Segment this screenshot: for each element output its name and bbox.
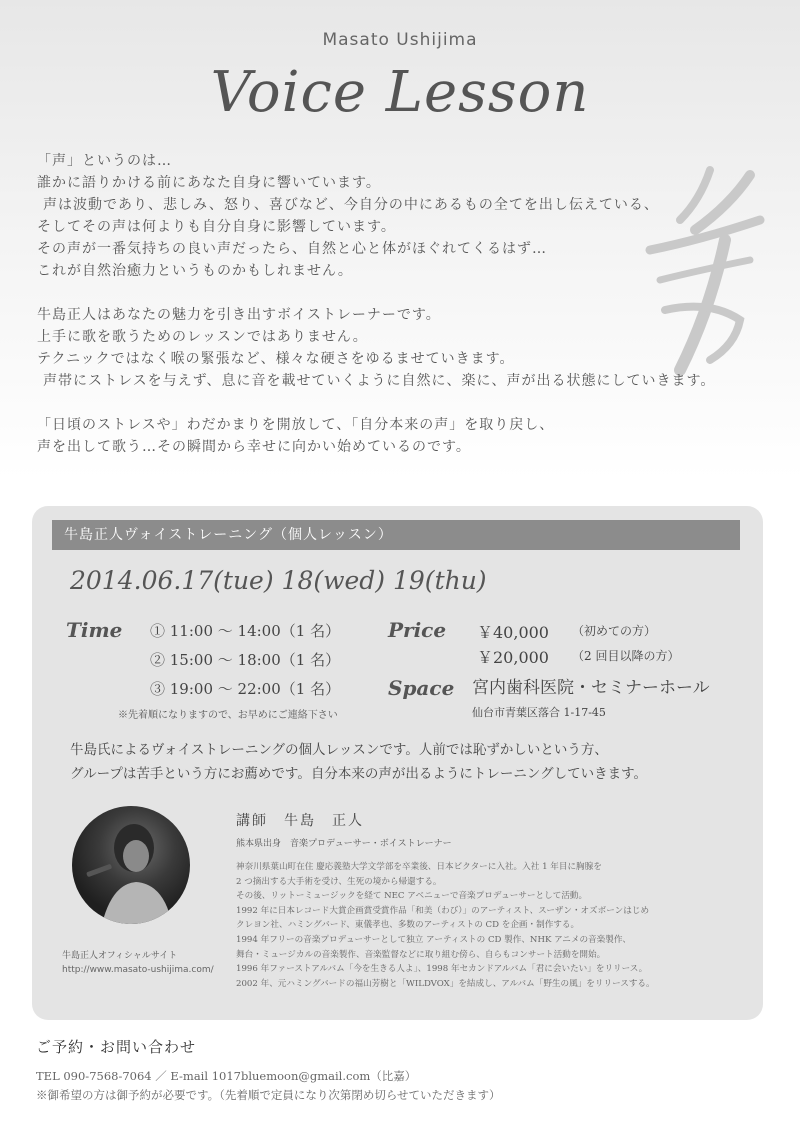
time-label: Time (66, 618, 123, 642)
intro-line: 上手に歌を歌うためのレッスンではありません。 (37, 329, 368, 345)
intro-line: 「日頃のストレスや」わだかまりを開放して、「自分本来の声」を取り戻し、 (37, 417, 555, 433)
intro-text (37, 150, 777, 458)
bio-line: 舞台・ミュージカルの音楽製作、音楽監督などに取り組む傍ら、自らもコンサート活動を開始。 (236, 949, 606, 960)
intro-line: これが自然治癒力というものかもしれません。 (37, 263, 353, 279)
price-note: （初めての方） (572, 624, 657, 638)
space-label: Space (388, 676, 455, 700)
intro-line: 声帯にストレスを与えず、息に音を載せていくように自然に、楽に、声が出る状態にしていきます。 (43, 373, 716, 389)
intro-line: 「声」というのは… (37, 153, 172, 169)
price-value: ￥40,000 (477, 623, 549, 642)
page-title: Voice Lesson (210, 60, 590, 125)
price-label: Price (388, 618, 447, 642)
teacher-subtitle: 熊本県出身 音楽プロデューサー・ボイストレーナー (236, 839, 452, 849)
lesson-panel (32, 506, 763, 1020)
teacher-name: 講師 牛島 正人 (236, 813, 364, 829)
venue-name: 宮内歯科医院・セミナーホール (472, 678, 710, 698)
intro-line: その声が一番気持ちの良い声だったら、自然と心と体がほぐれてくるはず… (37, 241, 547, 257)
official-site-url[interactable]: http://www.masato-ushijima.com/ (62, 965, 214, 975)
time-slot: ① 11:00 ～ 14:00（1 名） (150, 622, 341, 640)
intro-line: 牛島正人はあなたの魅力を引き出すボイストレーナーです。 (37, 307, 441, 323)
intro-line: 声を出して歌う…その瞬間から幸せに向かい始めているのです。 (37, 439, 471, 455)
price-note: （2 回目以降の方） (572, 649, 680, 663)
lesson-dates: 2014.06.17(tue) 18(wed) 19(thu) (70, 566, 487, 595)
price-value: ￥20,000 (477, 648, 549, 667)
teacher-photo (72, 806, 190, 924)
bio-line: 2002 年、元ハミングバードの福山芳樹と「WILDVOX」を結成し、アルバム「野生の風」をリリースする。 (236, 978, 655, 989)
lesson-description (70, 738, 647, 786)
description-line: 牛島氏によるヴォイストレーニングの個人レッスンです。人前では恥ずかしいという方、 (70, 742, 608, 758)
bio-line: 2 つ摘出する大手術を受け、生死の境から帰還する。 (236, 876, 442, 887)
booking-note: ※先着順になりますので、お早めにご連絡下さい (118, 710, 338, 721)
teacher-bio (236, 860, 655, 991)
intro-line: テクニックではなく喉の緊張など、様々な硬さをゆるませていきます。 (37, 351, 515, 367)
time-slot: ③ 19:00 ～ 22:00（1 名） (150, 680, 341, 698)
bio-line: 神奈川県葉山町在住 慶応義塾大学文学部を卒業後、日本ビクターに入社。入社 1 年目に胸腺を (236, 862, 602, 872)
bio-line: 1994 年フリーの音楽プロデューサーとして独立 アーティストの CD 製作、NHK アニメの音楽製作、 (236, 934, 632, 945)
intro-line: 誰かに語りかける前にあなた自身に響いています。 (37, 175, 381, 191)
venue-address: 仙台市青葉区落合 1-17-45 (472, 706, 606, 719)
intro-line: そしてその声は何よりも自分自身に影響しています。 (37, 219, 396, 235)
contact-details: TEL 090-7568-7064 ／ E-mail 1017bluemoon@gmail.com（比嘉） (36, 1069, 417, 1083)
author-name: Masato Ushijima (322, 30, 478, 50)
time-slot: ② 15:00 ～ 18:00（1 名） (150, 651, 341, 669)
reservation-note: ※御希望の方は御予約が必要です。（先着順で定員になり次第閉め切らせていただきます） (36, 1088, 501, 1102)
bio-line: 1996 年ファーストアルバム「今を生きる人よ」、1998 年セカンドアルバム「君に会いたい」をリリース。 (236, 964, 648, 975)
description-line: グループは苦手という方にお薦めです。自分本来の声が出るようにトレーニングしていきます。 (70, 766, 647, 782)
lesson-header: 牛島正人ヴォイストレーニング（個人レッスン） (52, 520, 740, 550)
bio-line: 1992 年に日本レコード大賞企画賞受賞作品「和美（わび）」のアーティスト、スーザン・オズボーンはじめ (236, 905, 650, 916)
official-site-label: 牛島正人オフィシャルサイト (62, 951, 178, 961)
contact-title: ご予約・お問い合わせ (36, 1038, 197, 1056)
bio-line: その後、リットーミュージックを経て NEC アベニューで音楽プロデューサーとして活動。 (236, 891, 588, 902)
intro-line: 声は波動であり、悲しみ、怒り、喜びなど、今自分の中にあるもの全てを出し伝えている、 (43, 197, 659, 213)
bio-line: クレヨン社、ハミングバード、東儀孝也、多数のアーティストの CD を企画・制作する。 (236, 920, 580, 931)
